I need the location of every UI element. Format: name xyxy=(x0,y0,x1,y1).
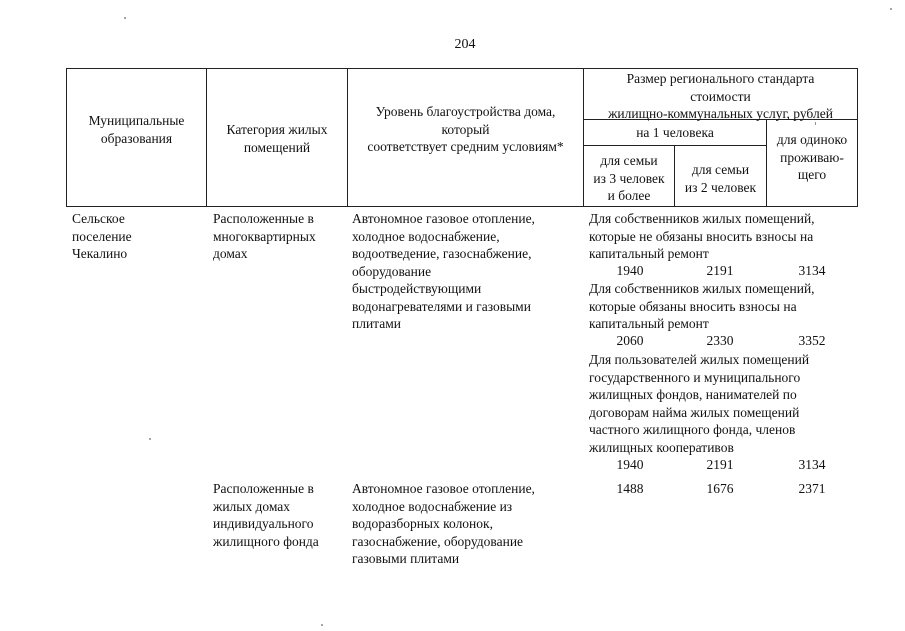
group3-label-line3: жилищных фондов, нанимателей по xyxy=(589,387,797,402)
header-municipality-line1: Муниципальные xyxy=(88,113,185,128)
table-border-right xyxy=(857,68,858,207)
group3-label xyxy=(589,351,809,456)
row1-amenities-line2: холодное водоснабжение, xyxy=(352,228,500,244)
group3-label-line5: частного жилищного фонда, членов xyxy=(589,422,796,437)
header-fam2-line2: из 2 человек xyxy=(684,179,757,195)
page-number: 204 xyxy=(454,37,476,52)
row2-category-line1: Расположенные в xyxy=(213,481,314,496)
scan-speck xyxy=(815,122,816,125)
header-single-line1: для одиноко xyxy=(776,132,848,147)
row1-category xyxy=(213,210,316,263)
row2-category-line3: индивидуального xyxy=(213,516,314,531)
header-category xyxy=(207,121,347,156)
row2-value-single: 2371 xyxy=(798,481,826,496)
group3-value-fam3: 1940 xyxy=(616,457,644,472)
header-amenities-line1: Уровень благоустройства дома, xyxy=(375,104,556,119)
group3-value-single: 3134 xyxy=(798,457,826,472)
row1-amenities-line1: Автономное газовое отопление, xyxy=(352,211,535,226)
header-family-3 xyxy=(584,152,674,205)
group2-value-single: 3352 xyxy=(798,333,826,348)
header-family-2 xyxy=(675,161,766,196)
header-fam2-line1: для семьи xyxy=(691,162,750,177)
header-standard-line3: жилищно-коммунальных услуг, рублей xyxy=(608,106,833,121)
row1-municipality-line3: Чекалино xyxy=(72,246,128,261)
row1-amenities-line4: оборудование xyxy=(352,263,432,279)
row2-category-line4: жилищного фонда xyxy=(213,533,319,549)
group1-label xyxy=(589,210,815,263)
header-standard-line2: стоимости xyxy=(690,88,751,104)
row1-category-line3: домах xyxy=(213,246,248,261)
row2-category xyxy=(213,480,319,550)
group2-label-line2: которые обязаны вносить взносы на xyxy=(589,298,797,314)
group2-label-line3: капитальный ремонт xyxy=(589,316,709,331)
row2-amenities-line5: газовыми плитами xyxy=(352,551,460,566)
row1-amenities-line7: плитами xyxy=(352,316,402,331)
row1-municipality xyxy=(72,210,132,263)
group3-label-line6: жилищных кооперативов xyxy=(589,439,734,455)
row2-amenities-line2: холодное водоснабжение из xyxy=(352,498,513,514)
header-category-line1: Категория жилых xyxy=(226,122,328,137)
group1-value-single: 3134 xyxy=(798,263,826,278)
header-standard-line1: Размер регионального стандарта xyxy=(626,71,815,86)
header-fam3-line1: для семьи xyxy=(600,153,658,168)
group3-label-line4: договорам найма жилых помещений xyxy=(589,404,800,420)
group2-value-fam2: 2330 xyxy=(706,333,734,348)
header-amenities xyxy=(348,103,583,156)
scan-speck xyxy=(124,17,126,19)
header-single-line3: щего xyxy=(797,167,827,182)
header-amenities-line3: соответствует средним условиям* xyxy=(367,139,564,154)
row1-amenities xyxy=(352,210,535,333)
table-border-header-bottom xyxy=(66,206,858,207)
group1-label-line1: Для собственников жилых помещений, xyxy=(589,211,815,226)
group1-value-fam3: 1940 xyxy=(616,263,644,278)
row1-municipality-line1: Сельское xyxy=(72,211,125,226)
header-category-line2: помещений xyxy=(243,139,311,155)
row1-amenities-line3: водоотведение, газоснабжение, xyxy=(352,246,532,261)
scan-speck xyxy=(149,438,151,440)
group1-label-line2: которые не обязаны вносить взносы на xyxy=(589,228,814,244)
header-municipality-line2: образования xyxy=(100,130,173,146)
scan-speck xyxy=(890,8,892,10)
row2-amenities-line4: газоснабжение, оборудование xyxy=(352,533,524,549)
group1-label-line3: капитальный ремонт xyxy=(589,246,709,261)
row1-category-line1: Расположенные в xyxy=(213,211,314,226)
row2-amenities-line1: Автономное газовое отопление, xyxy=(352,481,535,496)
row2-amenities xyxy=(352,480,535,568)
group3-label-line1: Для пользователей жилых помещений xyxy=(589,352,810,367)
header-fam3-line3: и более xyxy=(607,188,651,203)
row2-category-line2: жилых домах xyxy=(213,498,291,514)
header-municipality xyxy=(67,112,206,147)
header-per-person: на 1 человека xyxy=(636,125,714,140)
header-fam3-line2: из 3 человек xyxy=(593,170,665,186)
header-amenities-line2: который xyxy=(441,121,490,137)
row1-amenities-line5: быстродействующими xyxy=(352,281,482,296)
row1-category-line2: многоквартирных xyxy=(213,228,316,244)
group3-value-fam2: 2191 xyxy=(706,457,734,472)
row1-amenities-line6: водонагревателями и газовыми xyxy=(352,298,531,314)
scan-speck xyxy=(321,624,323,626)
group1-value-fam2: 2191 xyxy=(706,263,734,278)
group2-value-fam3: 2060 xyxy=(616,333,644,348)
row2-value-fam2: 1676 xyxy=(706,481,734,496)
row2-value-fam3: 1488 xyxy=(616,481,644,496)
group2-label xyxy=(589,280,815,333)
header-single-line2: проживаю- xyxy=(780,149,844,165)
group3-label-line2: государственного и муниципального xyxy=(589,369,801,385)
row2-amenities-line3: водоразборных колонок, xyxy=(352,516,493,531)
header-single xyxy=(767,131,857,184)
header-standard-size xyxy=(584,70,857,123)
row1-municipality-line2: поселение xyxy=(72,228,132,244)
group2-label-line1: Для собственников жилых помещений, xyxy=(589,281,815,296)
